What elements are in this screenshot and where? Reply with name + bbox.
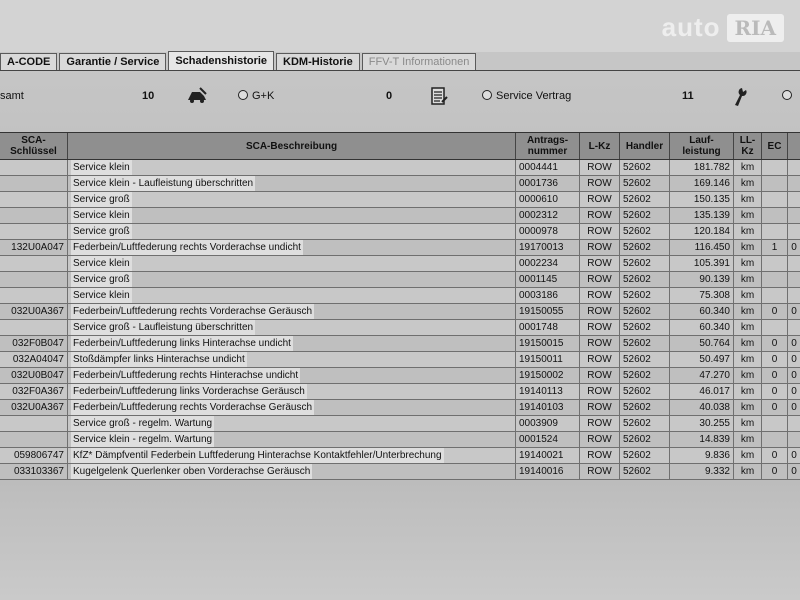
- cell-desc: [68, 464, 516, 479]
- cell-llkz: km: [734, 336, 762, 351]
- cell-sca: 032U0A367: [0, 400, 68, 415]
- cell-lkz: ROW: [580, 352, 620, 367]
- cell-desc: [68, 208, 516, 223]
- cell-llkz: km: [734, 448, 762, 463]
- table-row[interactable]: [0, 160, 800, 176]
- cell-lkz: ROW: [580, 288, 620, 303]
- description-text: Service klein: [73, 258, 130, 269]
- cell-lkz: ROW: [580, 272, 620, 287]
- cell-ec: 0: [762, 448, 788, 463]
- cell-ec: [762, 160, 788, 175]
- cell-hnd: 52602: [620, 368, 670, 383]
- cell-x: 0: [791, 402, 797, 413]
- cell-lkz: ROW: [580, 448, 620, 463]
- cell-sca: [0, 192, 68, 207]
- description-text: Service klein: [73, 162, 130, 173]
- cell-lkz: ROW: [580, 304, 620, 319]
- table-row[interactable]: [0, 304, 800, 320]
- cell-hnd: 52602: [620, 352, 670, 367]
- cell-x: 0: [791, 242, 797, 253]
- extra-radio[interactable]: [782, 90, 796, 102]
- cell-hnd: 52602: [620, 464, 670, 479]
- cell-hnd: 52602: [620, 384, 670, 399]
- cell-sca: 132U0A047: [0, 240, 68, 255]
- table-header: [0, 132, 800, 160]
- cell-auf: 0003186: [516, 288, 580, 303]
- cell-lkz: ROW: [580, 416, 620, 431]
- tab-garantie-service[interactable]: Garantie / Service: [59, 53, 166, 70]
- header-laufleistung[interactable]: Lauf- leistung: [670, 133, 734, 159]
- cell-lkz: ROW: [580, 192, 620, 207]
- header-sca-beschreibung[interactable]: SCA-Beschreibung: [68, 133, 516, 159]
- tab-a-code[interactable]: A-CODE: [0, 53, 57, 70]
- description-text: Service klein: [73, 210, 130, 221]
- cell-sca: [0, 432, 68, 447]
- cell-auf: 0004441: [516, 160, 580, 175]
- cell-hnd: 52602: [620, 400, 670, 415]
- cell-desc: [68, 448, 516, 463]
- cell-lkz: ROW: [580, 208, 620, 223]
- cell-lauf: 60.340: [670, 320, 734, 335]
- tab-kdm-historie[interactable]: KDM-Historie: [276, 53, 360, 70]
- cell-lauf: 9.332: [670, 464, 734, 479]
- cell-x: [788, 208, 800, 223]
- cell-llkz: km: [734, 432, 762, 447]
- description-text: Service groß - Laufleistung überschritten: [73, 322, 254, 333]
- cell-x: [788, 272, 800, 287]
- cell-desc: [68, 160, 516, 175]
- cell-desc: [68, 288, 516, 303]
- cell-auf: 19150055: [516, 304, 580, 319]
- table-row[interactable]: [0, 272, 800, 288]
- cell-llkz: km: [734, 256, 762, 271]
- extra-radio-icon: [782, 90, 792, 100]
- cell-auf: 0002312: [516, 208, 580, 223]
- cell-hnd: 52602: [620, 176, 670, 191]
- table-row[interactable]: [0, 288, 800, 304]
- cell-lauf: 60.340: [670, 304, 734, 319]
- cell-lauf: 116.450: [670, 240, 734, 255]
- cell-lauf: 75.308: [670, 288, 734, 303]
- cell-auf: 0000978: [516, 224, 580, 239]
- cell-desc: [68, 416, 516, 431]
- tab-schadenshistorie[interactable]: Schadenshistorie: [168, 51, 274, 70]
- cell-desc: [68, 224, 516, 239]
- cell-hnd: 52602: [620, 288, 670, 303]
- cell-ec: [762, 224, 788, 239]
- table-row[interactable]: [0, 256, 800, 272]
- table-row[interactable]: [0, 464, 800, 480]
- cell-lauf: 30.255: [670, 416, 734, 431]
- cell-llkz: km: [734, 400, 762, 415]
- cell-llkz: km: [734, 192, 762, 207]
- cell-auf: 0001736: [516, 176, 580, 191]
- table-body: [0, 160, 800, 496]
- cell-desc: [68, 272, 516, 287]
- gesamt-label: samt: [0, 90, 24, 102]
- empty-area: [0, 480, 800, 600]
- cell-sca: [0, 288, 68, 303]
- cell-x: 0: [791, 354, 797, 365]
- summary-bar: [0, 80, 800, 116]
- cell-sca: [0, 256, 68, 271]
- cell-hnd: 52602: [620, 192, 670, 207]
- gk-count: 0: [386, 90, 393, 102]
- cell-lauf: 50.764: [670, 336, 734, 351]
- cell-sca: [0, 224, 68, 239]
- cell-ec: [762, 432, 788, 447]
- header-l-kz[interactable]: L-Kz: [580, 133, 620, 159]
- cell-sca: 033103367: [0, 464, 68, 479]
- cell-hnd: 52602: [620, 208, 670, 223]
- cell-desc: [68, 192, 516, 207]
- cell-hnd: 52602: [620, 416, 670, 431]
- cell-llkz: km: [734, 320, 762, 335]
- table-row[interactable]: [0, 336, 800, 352]
- cell-hnd: 52602: [620, 256, 670, 271]
- cell-x: [788, 160, 800, 175]
- cell-ec: [762, 176, 788, 191]
- service-vertrag-label: Service Vertrag: [496, 90, 572, 102]
- cell-llkz: km: [734, 464, 762, 479]
- cell-ec: [762, 320, 788, 335]
- tab-ffv-t-informationen[interactable]: FFV-T Informationen: [362, 53, 477, 70]
- table-row[interactable]: [0, 416, 800, 432]
- cell-auf: 0002234: [516, 256, 580, 271]
- table-row[interactable]: [0, 320, 800, 336]
- tab-divider: [0, 70, 800, 71]
- cell-desc: [68, 176, 516, 191]
- cell-x: [788, 432, 800, 447]
- cell-hnd: 52602: [620, 336, 670, 351]
- gk-radio[interactable]: [238, 90, 274, 102]
- cell-auf: 19150015: [516, 336, 580, 351]
- cell-lkz: ROW: [580, 432, 620, 447]
- cell-ec: 0: [762, 352, 788, 367]
- cell-llkz: km: [734, 272, 762, 287]
- cell-hnd: 52602: [620, 224, 670, 239]
- cell-lkz: ROW: [580, 384, 620, 399]
- service-vertrag-radio-icon: [482, 90, 492, 100]
- cell-sca: [0, 176, 68, 191]
- table-row[interactable]: [0, 384, 800, 400]
- cell-lauf: 50.497: [670, 352, 734, 367]
- cell-ec: [762, 272, 788, 287]
- gk-radio-icon: [238, 90, 248, 100]
- cell-lkz: ROW: [580, 160, 620, 175]
- cell-sca: 032F0A367: [0, 384, 68, 399]
- description-text: Service klein: [73, 290, 130, 301]
- table-row[interactable]: [0, 208, 800, 224]
- cell-lauf: 105.391: [670, 256, 734, 271]
- header-sca-schluessel[interactable]: SCA- Schlüssel: [0, 133, 68, 159]
- header-antragsnummer[interactable]: Antrags- nummer: [516, 133, 580, 159]
- cell-desc: [68, 256, 516, 271]
- cell-lauf: 46.017: [670, 384, 734, 399]
- cell-auf: 19150002: [516, 368, 580, 383]
- cell-x: 0: [791, 386, 797, 397]
- cell-sca: 032A04047: [0, 352, 68, 367]
- cell-hnd: 52602: [620, 448, 670, 463]
- cell-ec: 0: [762, 384, 788, 399]
- description-text: Federbein/Luftfederung links Vorderachse Geräusch: [73, 386, 305, 397]
- cell-desc: [68, 336, 516, 351]
- cell-x: [788, 320, 800, 335]
- cell-sca: [0, 160, 68, 175]
- cell-auf: 0001524: [516, 432, 580, 447]
- cell-ec: [762, 288, 788, 303]
- description-text: Federbein/Luftfederung rechts Vorderachse Geräusch: [73, 402, 313, 413]
- cell-ec: 0: [762, 368, 788, 383]
- cell-sca: [0, 208, 68, 223]
- cell-desc: [68, 384, 516, 399]
- cell-llkz: km: [734, 384, 762, 399]
- cell-llkz: km: [734, 208, 762, 223]
- cell-desc: [68, 352, 516, 367]
- cell-sca: 059806747: [0, 448, 68, 463]
- cell-llkz: km: [734, 224, 762, 239]
- cell-sca: 032F0B047: [0, 336, 68, 351]
- cell-desc: [68, 304, 516, 319]
- cell-lauf: 40.038: [670, 400, 734, 415]
- cell-ec: [762, 192, 788, 207]
- cell-hnd: 52602: [620, 304, 670, 319]
- cell-hnd: 52602: [620, 320, 670, 335]
- cell-x: 0: [791, 338, 797, 349]
- cell-x: 0: [791, 466, 797, 477]
- cell-lauf: 150.135: [670, 192, 734, 207]
- cell-auf: 19140021: [516, 448, 580, 463]
- description-text: Service groß: [73, 194, 130, 205]
- cell-llkz: km: [734, 304, 762, 319]
- cell-lkz: ROW: [580, 224, 620, 239]
- cell-lauf: 169.146: [670, 176, 734, 191]
- cell-x: 0: [791, 450, 797, 461]
- description-text: KfZ* Dämpfventil Federbein Luftfederung Hinterachse Kontaktfehler/Unterbrechung: [73, 450, 442, 461]
- cell-lkz: ROW: [580, 320, 620, 335]
- table-row[interactable]: [0, 352, 800, 368]
- cell-x: [788, 176, 800, 191]
- gk-label: G+K: [252, 90, 275, 102]
- cell-auf: 19140113: [516, 384, 580, 399]
- cell-ec: 0: [762, 400, 788, 415]
- cell-lkz: ROW: [580, 256, 620, 271]
- table-row[interactable]: [0, 176, 800, 192]
- cell-llkz: km: [734, 416, 762, 431]
- cell-ec: 0: [762, 304, 788, 319]
- cell-sca: 032U0A367: [0, 304, 68, 319]
- cell-llkz: km: [734, 368, 762, 383]
- cell-lauf: 90.139: [670, 272, 734, 287]
- description-text: Service groß: [73, 226, 130, 237]
- cell-ec: [762, 208, 788, 223]
- cell-hnd: 52602: [620, 432, 670, 447]
- service-count: 11: [682, 90, 694, 102]
- header-ec[interactable]: EC: [762, 133, 788, 159]
- cell-ec: [762, 416, 788, 431]
- cell-x: [788, 192, 800, 207]
- table-row[interactable]: [0, 368, 800, 384]
- cell-lkz: ROW: [580, 400, 620, 415]
- watermark-badge: RIA: [727, 14, 785, 42]
- cell-lauf: 14.839: [670, 432, 734, 447]
- cell-ec: 1: [762, 240, 788, 255]
- cell-auf: 19170013: [516, 240, 580, 255]
- cell-x: [788, 416, 800, 431]
- watermark: [662, 12, 784, 43]
- cell-x: [788, 224, 800, 239]
- damage-count: 10: [142, 90, 155, 102]
- description-text: Federbein/Luftfederung rechts Hinterachse undicht: [73, 370, 299, 381]
- cell-ec: 0: [762, 336, 788, 351]
- header-extra: [788, 133, 800, 159]
- cell-sca: [0, 416, 68, 431]
- cell-x: [788, 288, 800, 303]
- cell-auf: 19140016: [516, 464, 580, 479]
- table-row[interactable]: [0, 224, 800, 240]
- description-text: Kugelgelenk Querlenker oben Vorderachse Geräusch: [73, 466, 311, 477]
- description-text: Service klein - regelm. Wartung: [73, 434, 213, 445]
- damage-history-table: [0, 132, 800, 496]
- cell-sca: 032U0B047: [0, 368, 68, 383]
- cell-lauf: 135.139: [670, 208, 734, 223]
- cell-x: 0: [791, 306, 797, 317]
- tab-bar: [0, 52, 478, 70]
- table-row[interactable]: [0, 400, 800, 416]
- cell-hnd: 52602: [620, 240, 670, 255]
- description-text: Service groß: [73, 274, 130, 285]
- cell-lkz: ROW: [580, 336, 620, 351]
- cell-auf: 0003909: [516, 416, 580, 431]
- cell-auf: 19150011: [516, 352, 580, 367]
- document-icon: [430, 86, 448, 109]
- table-row[interactable]: [0, 192, 800, 208]
- cell-lkz: ROW: [580, 240, 620, 255]
- cell-desc: [68, 368, 516, 383]
- cell-sca: [0, 320, 68, 335]
- watermark-text: auto: [661, 12, 721, 42]
- cell-llkz: km: [734, 176, 762, 191]
- header-handler[interactable]: Handler: [620, 133, 670, 159]
- description-text: Stoßdämpfer links Hinterachse undicht: [73, 354, 245, 365]
- cell-llkz: km: [734, 240, 762, 255]
- cell-desc: [68, 320, 516, 335]
- cell-hnd: 52602: [620, 272, 670, 287]
- cell-lauf: 47.270: [670, 368, 734, 383]
- cell-lauf: 120.184: [670, 224, 734, 239]
- wrench-icon: [732, 86, 748, 111]
- cell-llkz: km: [734, 160, 762, 175]
- cell-desc: [68, 240, 516, 255]
- description-text: Service groß - regelm. Wartung: [73, 418, 213, 429]
- cell-llkz: km: [734, 352, 762, 367]
- cell-auf: 0001145: [516, 272, 580, 287]
- cell-llkz: km: [734, 288, 762, 303]
- table-row[interactable]: [0, 240, 800, 256]
- cell-auf: 0000610: [516, 192, 580, 207]
- cell-auf: 19140103: [516, 400, 580, 415]
- header-ll-kz[interactable]: LL- Kz: [734, 133, 762, 159]
- cell-x: [788, 256, 800, 271]
- cell-lkz: ROW: [580, 464, 620, 479]
- cell-x: 0: [791, 370, 797, 381]
- table-row[interactable]: [0, 448, 800, 464]
- cell-auf: 0001748: [516, 320, 580, 335]
- description-text: Federbein/Luftfederung rechts Vorderachse Geräusch: [73, 306, 313, 317]
- cell-sca: [0, 272, 68, 287]
- service-vertrag-radio[interactable]: [482, 90, 571, 102]
- description-text: Federbein/Luftfederung links Hinterachse undicht: [73, 338, 291, 349]
- description-text: Service klein - Laufleistung überschritten: [73, 178, 254, 189]
- cell-ec: [762, 256, 788, 271]
- car-damage-icon: [186, 86, 208, 107]
- table-row[interactable]: [0, 432, 800, 448]
- cell-desc: [68, 432, 516, 447]
- cell-ec: 0: [762, 464, 788, 479]
- cell-lauf: 9.836: [670, 448, 734, 463]
- description-text: Federbein/Luftfederung rechts Vorderachse undicht: [73, 242, 301, 253]
- cell-lauf: 181.782: [670, 160, 734, 175]
- cell-lkz: ROW: [580, 176, 620, 191]
- cell-lkz: ROW: [580, 368, 620, 383]
- cell-desc: [68, 400, 516, 415]
- cell-hnd: 52602: [620, 160, 670, 175]
